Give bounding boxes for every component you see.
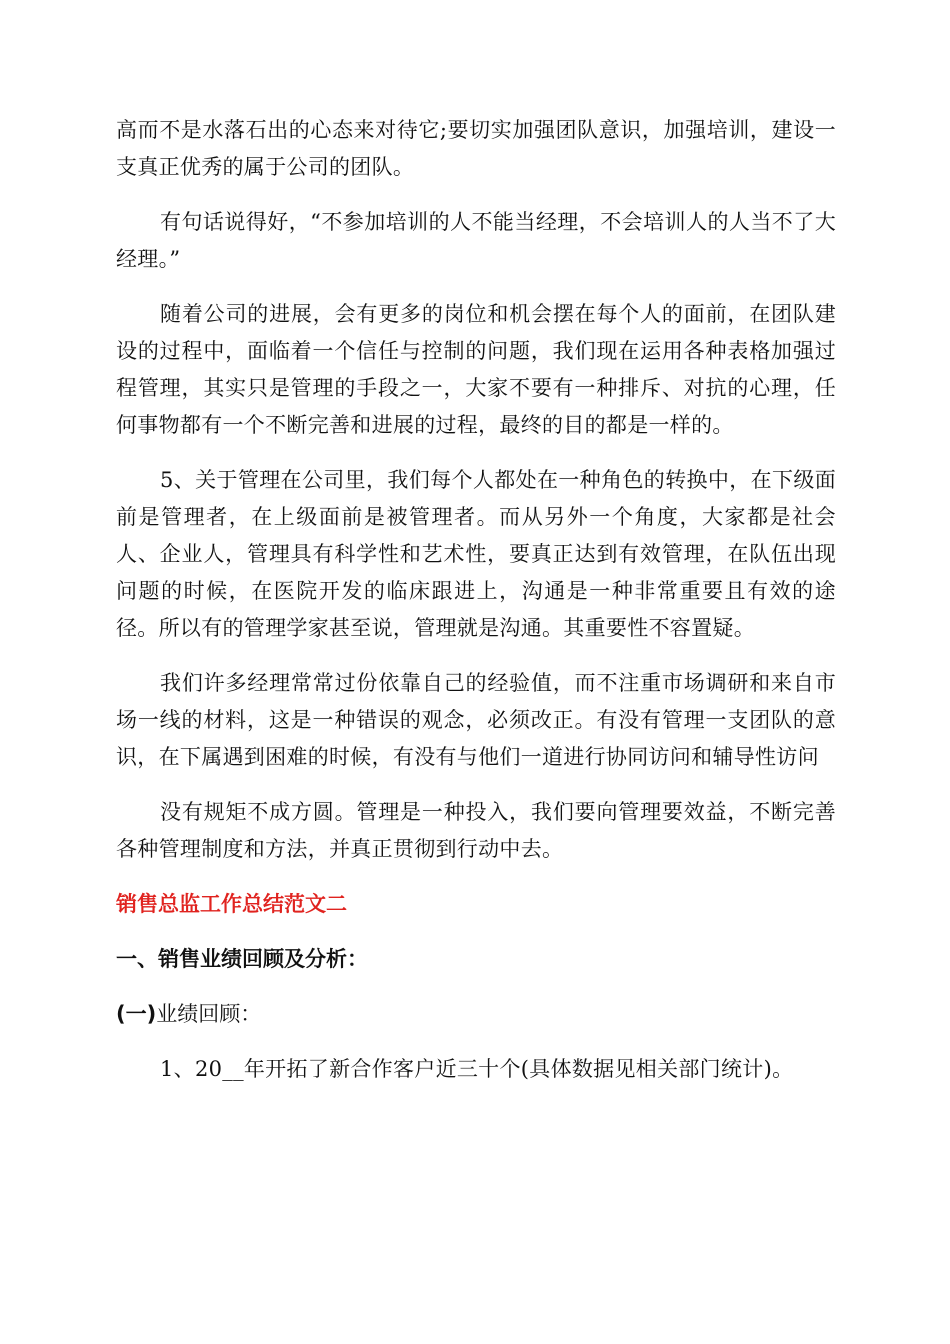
sub-heading	[116, 996, 836, 1033]
paragraph-team-training: 高而不是水落石出的心态来对待它;要切实加强团队意识，加强培训，建设一支真正优秀的属于公司的团队。	[116, 118, 836, 179]
section-heading: 一、销售业绩回顾及分析：	[116, 947, 368, 971]
section-title: 销售总监工作总结范文二	[116, 892, 347, 916]
sub-heading-number: (一)	[116, 1002, 157, 1026]
document-page	[116, 112, 836, 1106]
paragraph-rules: 没有规矩不成方圆。管理是一种投入，我们要向管理要效益，不断完善各种管理制度和方法，并真正贯彻到行动中去。	[116, 800, 836, 861]
paragraph-management: 5、关于管理在公司里，我们每个人都处在一种角色的转换中，在下级面前是管理者，在上级面前是被管理者。而从另外一个角度，大家都是社会人、企业人，管理具有科学性和艺术性，要真正达到有效管理，在队伍出现问题的时候，在医院开发的临床跟进上，沟通是一种非常重要且有效的途径。所以有的管理学家甚至说，管理就是沟通。其重要性不容置疑。	[116, 468, 836, 640]
sub-heading-label: 业绩回顾：	[156, 1002, 262, 1026]
list-item-1: 1、20__年开拓了新合作客户近三十个(具体数据见相关部门统计)。	[160, 1057, 794, 1081]
paragraph-manager-experience: 我们许多经理常常过份依靠自己的经验值，而不注重市场调研和来自市场一线的材料，这是一种错误的观念，必须改正。有没有管理一支团队的意识，在下属遇到困难的时候，有没有与他们一道进行协同访问和辅导性访问	[116, 671, 836, 769]
paragraph-quote-training: 有句话说得好，“不参加培训的人不能当经理，不会培训人的人当不了大经理。”	[116, 210, 836, 271]
paragraph-company-growth: 随着公司的进展，会有更多的岗位和机会摆在每个人的面前，在团队建设的过程中，面临着一个信任与控制的问题，我们现在运用各种表格加强过程管理，其实只是管理的手段之一，大家不要有一种排斥、对抗的心理，任何事物都有一个不断完善和进展的过程，最终的目的都是一样的。	[116, 302, 836, 437]
